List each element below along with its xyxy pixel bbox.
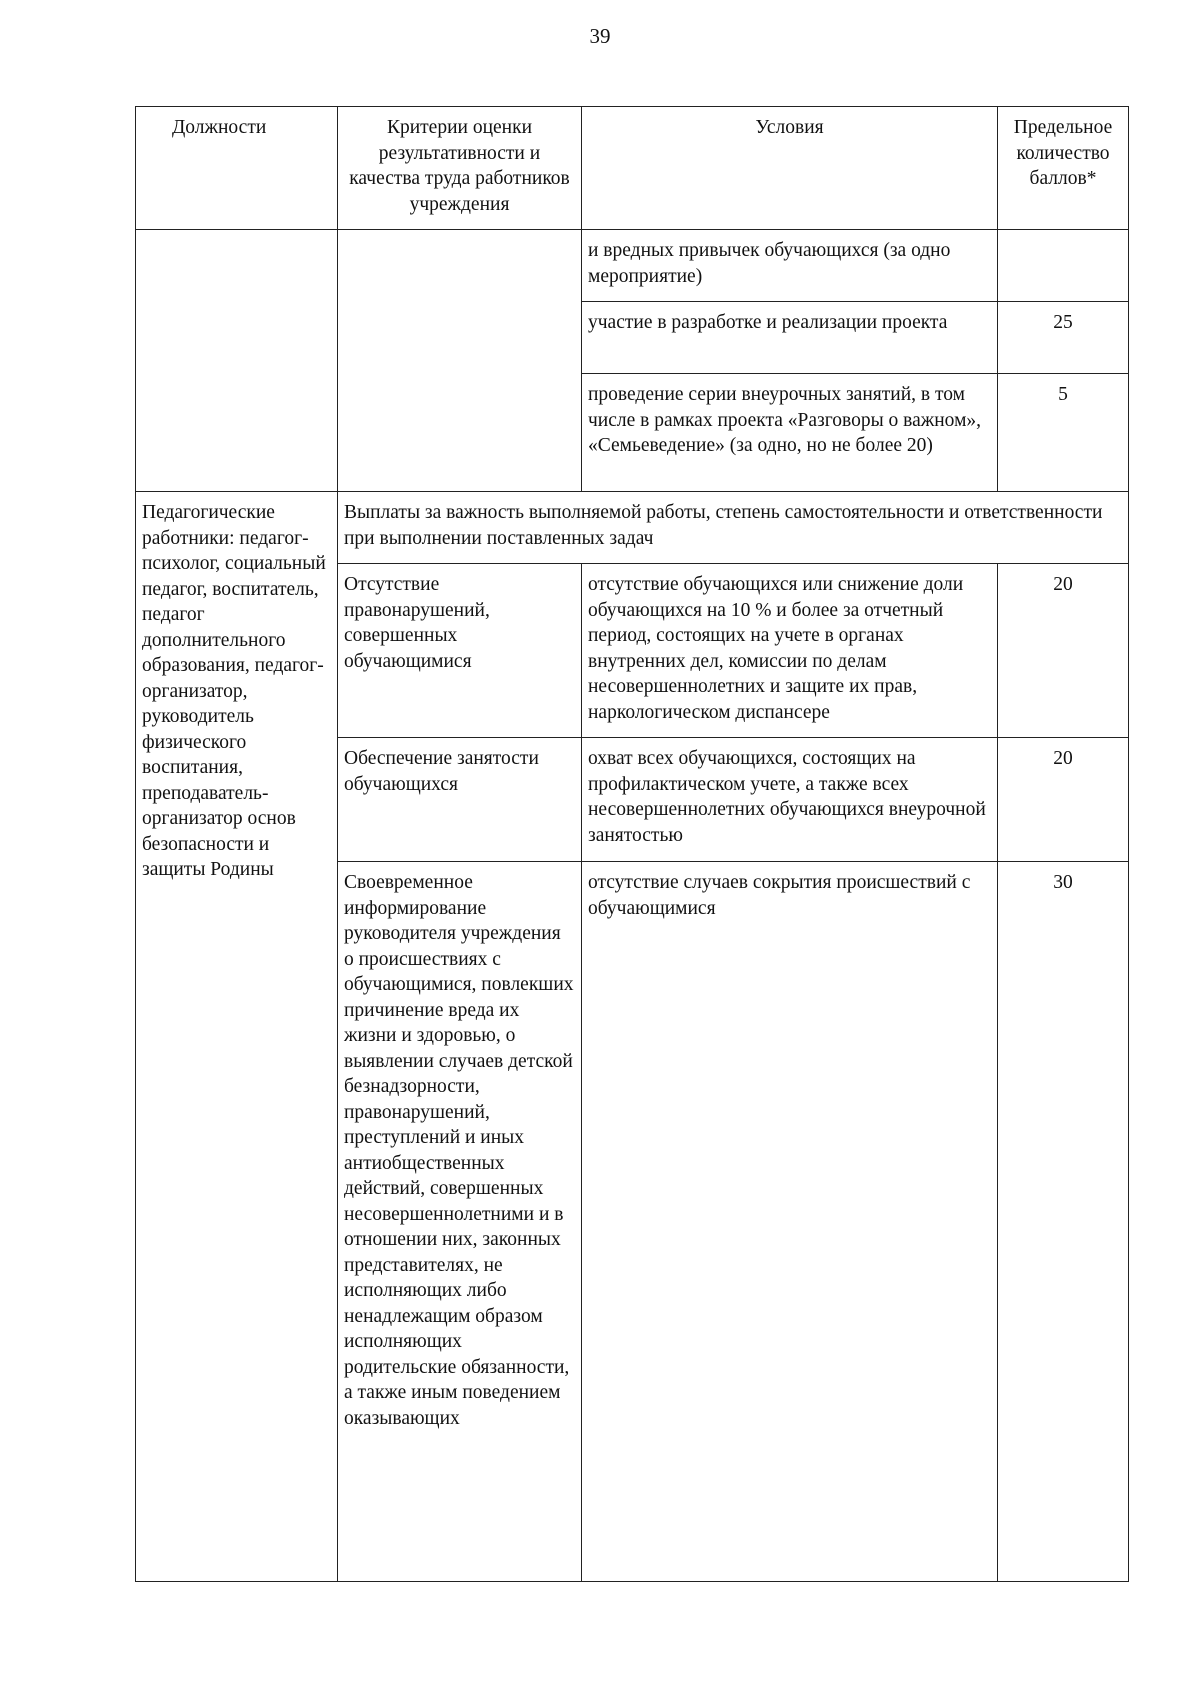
header-criteria: Критерии оценки результативности и качества труда работников учреждения <box>338 107 582 230</box>
table-row <box>136 230 1129 302</box>
criteria-table <box>135 106 1129 1582</box>
positions-cell: Педагогические работники: педагог-психолог, социальный педагог, воспитатель, педагог дополнительного образования, педагог-организатор, руководитель физического воспитания, преподаватель-организатор основ безопасности и защиты Родины <box>136 492 338 1582</box>
condition-cell: охват всех обучающихся, состоящих на профилактическом учете, а также всех несовершеннолетних обучающихся внеурочной занятостью <box>582 738 998 862</box>
points-cell: 20 <box>998 564 1129 738</box>
criterion-cell: Своевременное информирование руководителя учреждения о происшествиях с обучающимися, повлекших причинение вреда их жизни и здоровью, о выявлении случаев детской безнадзорности, правонарушений, преступлений и иных антиобщественных действий, совершенных несовершеннолетними и в отношении них, законных представителях, не исполняющих либо ненадлежащим образом исполняющих родительские обязанности, а также иным поведением оказывающих <box>338 862 582 1582</box>
criterion-cell-empty <box>338 230 582 492</box>
condition-cell: отсутствие случаев сокрытия происшествий с обучающимися <box>582 862 998 1582</box>
points-cell: 20 <box>998 738 1129 862</box>
criterion-cell: Обеспечение занятости обучающихся <box>338 738 582 862</box>
table-row <box>136 492 1129 564</box>
condition-cell: участие в разработке и реализации проекта <box>582 302 998 374</box>
criterion-cell: Отсутствие правонарушений, совершенных обучающимися <box>338 564 582 738</box>
positions-cell-empty <box>136 230 338 492</box>
section-title-cell: Выплаты за важность выполняемой работы, степень самостоятельности и ответственности при выполнении поставленных задач <box>338 492 1129 564</box>
points-cell <box>998 230 1129 302</box>
page-number: 39 <box>589 24 611 48</box>
table-header-row <box>136 107 1129 230</box>
condition-cell: отсутствие обучающихся или снижение доли обучающихся на 10 % и более за отчетный период, состоящих на учете в органах внутренних дел, комиссии по делам несовершеннолетних и защите их прав, наркологическом диспансере <box>582 564 998 738</box>
points-cell: 25 <box>998 302 1129 374</box>
header-conditions: Условия <box>582 107 998 230</box>
header-positions: Должности <box>136 107 338 230</box>
points-cell: 5 <box>998 374 1129 492</box>
header-max-points: Предельное количество баллов* <box>998 107 1129 230</box>
points-cell: 30 <box>998 862 1129 1582</box>
condition-cell: проведение серии внеурочных занятий, в том числе в рамках проекта «Разговоры о важном», «Семьеведение» (за одно, но не более 20) <box>582 374 998 492</box>
condition-cell: и вредных привычек обучающихся (за одно мероприятие) <box>582 230 998 302</box>
